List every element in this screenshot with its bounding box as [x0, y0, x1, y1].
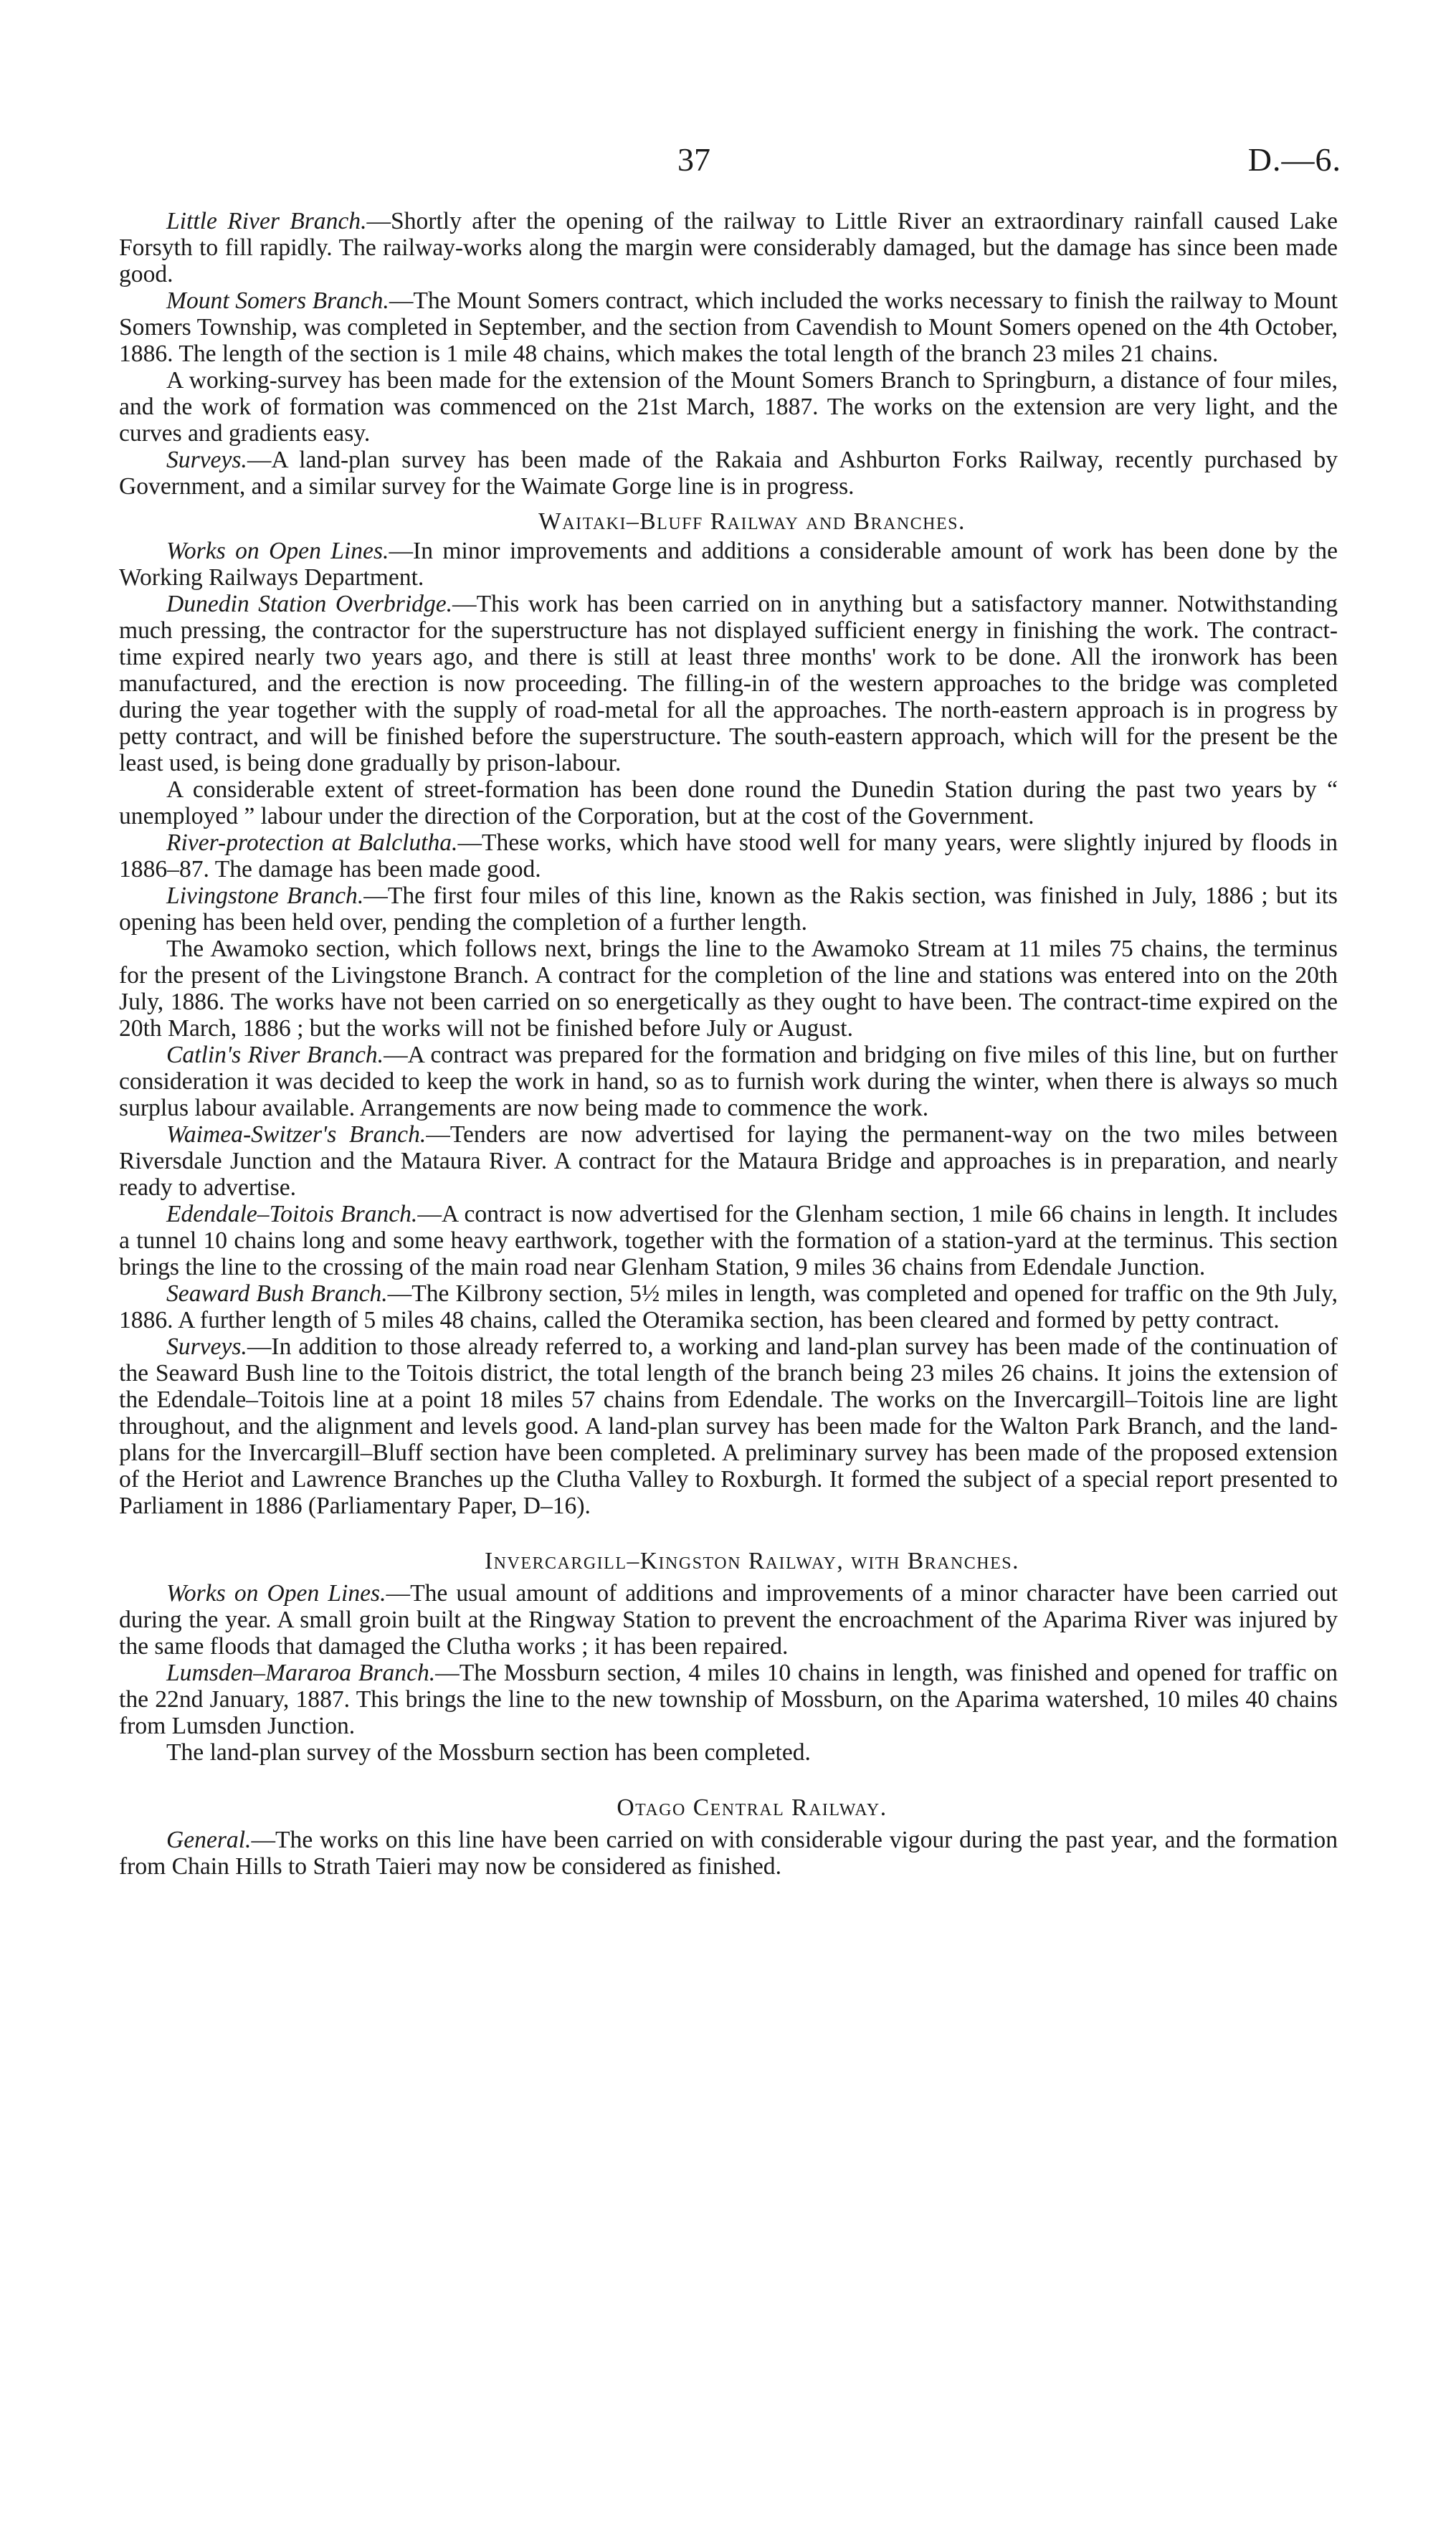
paragraph-text: —In addition to those already referred to, a working and land-plan survey has been made of the continuation of the Seaward Bush line to the Toitois district, the total length of the branch being 23 miles 26 chains. It joins the extension of the Edendale–Toitois line at a point 18 miles 57 chains from Edendale. The works on the Invercargill–Toitois line are light throughout, and the alignment and levels good. A land-plan survey has been made for the Walton Park Branch, and the land-plans for the Invercargill–Bluff section have been completed. A preliminary survey has been made of the proposed extension of the Heriot and Lawrence Branches up the Clutha Valley to Roxburgh. It formed the subject of a special report presented to Parliament in 1886 (Parliamentary Paper, D–16). [119, 1333, 1338, 1519]
paragraph-text: —The works on this line have been carried on with considerable vigour during the past year, and the formation from Chain Hills to Strath Taieri may now be considered as finished. [119, 1827, 1338, 1880]
paragraph-springburn-extension [119, 367, 1338, 447]
paragraph-street-formation [119, 776, 1338, 829]
paragraph-lead: General. [166, 1827, 252, 1853]
paragraph-works-on-open-lines [119, 538, 1338, 591]
paragraph-edendale-toitois-branch [119, 1201, 1338, 1280]
paragraph-lead: Dunedin Station Overbridge. [166, 591, 453, 617]
paragraph-lead: Lumsden–Mararoa Branch. [166, 1660, 436, 1686]
paragraph-text: —The first four miles of this line, known as the Rakis section, was finished in July, 1886 ; but its opening has been held over, pending the completion of a further length. [119, 883, 1338, 936]
paragraph-lead: Seaward Bush Branch. [166, 1280, 388, 1307]
section-heading-otago-central: Otago Central Railway. [617, 1794, 888, 1821]
paragraph-lead: Little River Branch. [166, 208, 367, 234]
paragraph-river-protection-balclutha [119, 829, 1338, 883]
paragraph-text: —The Kilbrony section, 5½ miles in length, was completed and opened for traffic on the 9th July, 1886. A further length of 5 miles 48 chains, called the Oteramika section, has been cleared and formed by petty contract. [119, 1280, 1338, 1333]
paragraph-lead: Livingstone Branch. [166, 883, 364, 909]
paragraph-mount-somers-branch [119, 287, 1338, 367]
paragraph-text: —A land-plan survey has been made of the Rakaia and Ashburton Forks Railway, recently purchased by Government, and a similar survey for the Waimate Gorge line is in progress. [119, 447, 1338, 500]
paragraph-lead: Waimea-Switzer's Branch. [166, 1121, 427, 1148]
document-reference: D.—6. [1247, 141, 1341, 178]
paragraph-text: —The usual amount of additions and improvements of a minor character have been carried out during the year. A small groin built at the Ringway Station to prevent the encroachment of the Aparima River was injured by the same floods that damaged the Clutha works ; it has been repaired. [119, 1580, 1338, 1660]
paragraph-lead: Surveys. [166, 1333, 247, 1360]
paragraph-works-on-open-lines-2 [119, 1580, 1338, 1660]
paragraph-waimea-switzers-branch [119, 1121, 1338, 1201]
paragraph-text: —A contract was prepared for the formation and bridging on five miles of this line, but on further consideration it was decided to keep the work in hand, so as to furnish work during the winter, when there is always so much surplus labour available. Arrangements are now being made to commence the work. [119, 1042, 1338, 1121]
paragraph-lead: Mount Somers Branch. [166, 287, 389, 314]
paragraph-text: —This work has been carried on in anything but a satisfactory manner. Notwithstanding much pressing, the contractor for the superstructure has not displayed sufficient energy in finishing the work. The contract-time expired nearly two years ago, and there is still at least three months' work to be done. All the ironwork has been manufactured, and the erection is now proceeding. The filling-in of the western approaches to the bridge was completed during the year together with the supply of road-metal for all the approaches. The north-eastern approach is in progress by petty contract, and will be finished before the superstructure. The south-eastern approach, which will for the present be the least used, is being done gradually by prison-labour. [119, 591, 1338, 776]
paragraph-text: —The Mount Somers contract, which included the works necessary to finish the railway to Mount Somers Township, was completed in September, and the section from Cavendish to Mount Somers opened on the 4th October, 1886. The length of the section is 1 mile 48 chains, which makes the total length of the branch 23 miles 21 chains. [119, 287, 1338, 367]
paragraph-text: —Shortly after the opening of the railway to Little River an extraordinary rainfall caused Lake Forsyth to fill rapidly. The railway-works along the margin were considerably damaged, but the damage has since been made good. [119, 208, 1338, 287]
paragraph-surveys-canterbury [119, 447, 1338, 500]
paragraph-seaward-bush-branch [119, 1280, 1338, 1333]
document-body [119, 208, 1338, 1880]
paragraph-text: A working-survey has been made for the extension of the Mount Somers Branch to Springburn, a distance of four miles, and the work of formation was commenced on the 21st March, 1887. The works on the extension are very light, and the curves and gradients easy. [119, 367, 1338, 447]
paragraph-catlins-river-branch [119, 1042, 1338, 1121]
paragraph-text: —In minor improvements and additions a considerable amount of work has been done by the Working Railways Department. [119, 538, 1338, 591]
paragraph-awamoko-section [119, 936, 1338, 1042]
paragraph-lead: Works on Open Lines. [166, 538, 389, 564]
paragraph-text: The Awamoko section, which follows next, brings the line to the Awamoko Stream at 11 miles 75 chains, the terminus for the present of the Livingstone Branch. A contract for the completion of the line and stations was entered into on the 20th July, 1886. The works have not been carried on so energetically as they ought to have been. The contract-time expired on the 20th March, 1886 ; but the works will not be finished before July or August. [119, 936, 1338, 1042]
paragraph-text: A considerable extent of street-formation has been done round the Dunedin Station during the past two years by “ unemployed ” labour under the direction of the Corporation, but at the cost of the Government. [119, 776, 1338, 829]
page-header [0, 141, 1456, 184]
paragraph-mossburn-survey [119, 1739, 1338, 1766]
paragraph-lead: Edendale–Toitois Branch. [166, 1201, 418, 1227]
paragraph-general [119, 1827, 1338, 1880]
section-heading-invercargill-kingston: Invercargill–Kingston Railway, with Branches. [484, 1548, 1020, 1574]
paragraph-little-river-branch [119, 208, 1338, 287]
section-heading-waitaki-bluff: Waitaki–Bluff Railway and Branches. [538, 508, 966, 535]
paragraph-text: —The Mossburn section, 4 miles 10 chains in length, was finished and opened for traffic on the 22nd January, 1887. This brings the line to the new township of Mossburn, on the Aparima watershed, 10 miles 40 chains from Lumsden Junction. [119, 1660, 1338, 1739]
paragraph-surveys-otago [119, 1333, 1338, 1519]
paragraph-text: —Tenders are now advertised for laying the permanent-way on the two miles between Riversdale Junction and the Mataura River. A contract for the Mataura Bridge and approaches is in preparation, and nearly ready to advertise. [119, 1121, 1338, 1201]
page-number: 37 [677, 141, 710, 178]
paragraph-dunedin-station-overbridge [119, 591, 1338, 776]
paragraph-text: —A contract is now advertised for the Glenham section, 1 mile 66 chains in length. It includes a tunnel 10 chains long and some heavy earthwork, together with the formation of a station-yard at the terminus. This section brings the line to the crossing of the main road near Glenham Station, 9 miles 36 chains from Edendale Junction. [119, 1201, 1338, 1280]
paragraph-text: The land-plan survey of the Mossburn section has been completed. [166, 1739, 811, 1766]
paragraph-lead: River-protection at Balclutha. [166, 829, 458, 856]
paragraph-lead: Works on Open Lines. [166, 1580, 386, 1607]
paragraph-text: —These works, which have stood well for many years, were slightly injured by floods in 1886–87. The damage has been made good. [119, 829, 1338, 883]
paragraph-lumsden-mararoa-branch [119, 1660, 1338, 1739]
paragraph-livingstone-branch [119, 883, 1338, 936]
paragraph-lead: Surveys. [166, 447, 247, 473]
paragraph-lead: Catlin's River Branch. [166, 1042, 384, 1068]
